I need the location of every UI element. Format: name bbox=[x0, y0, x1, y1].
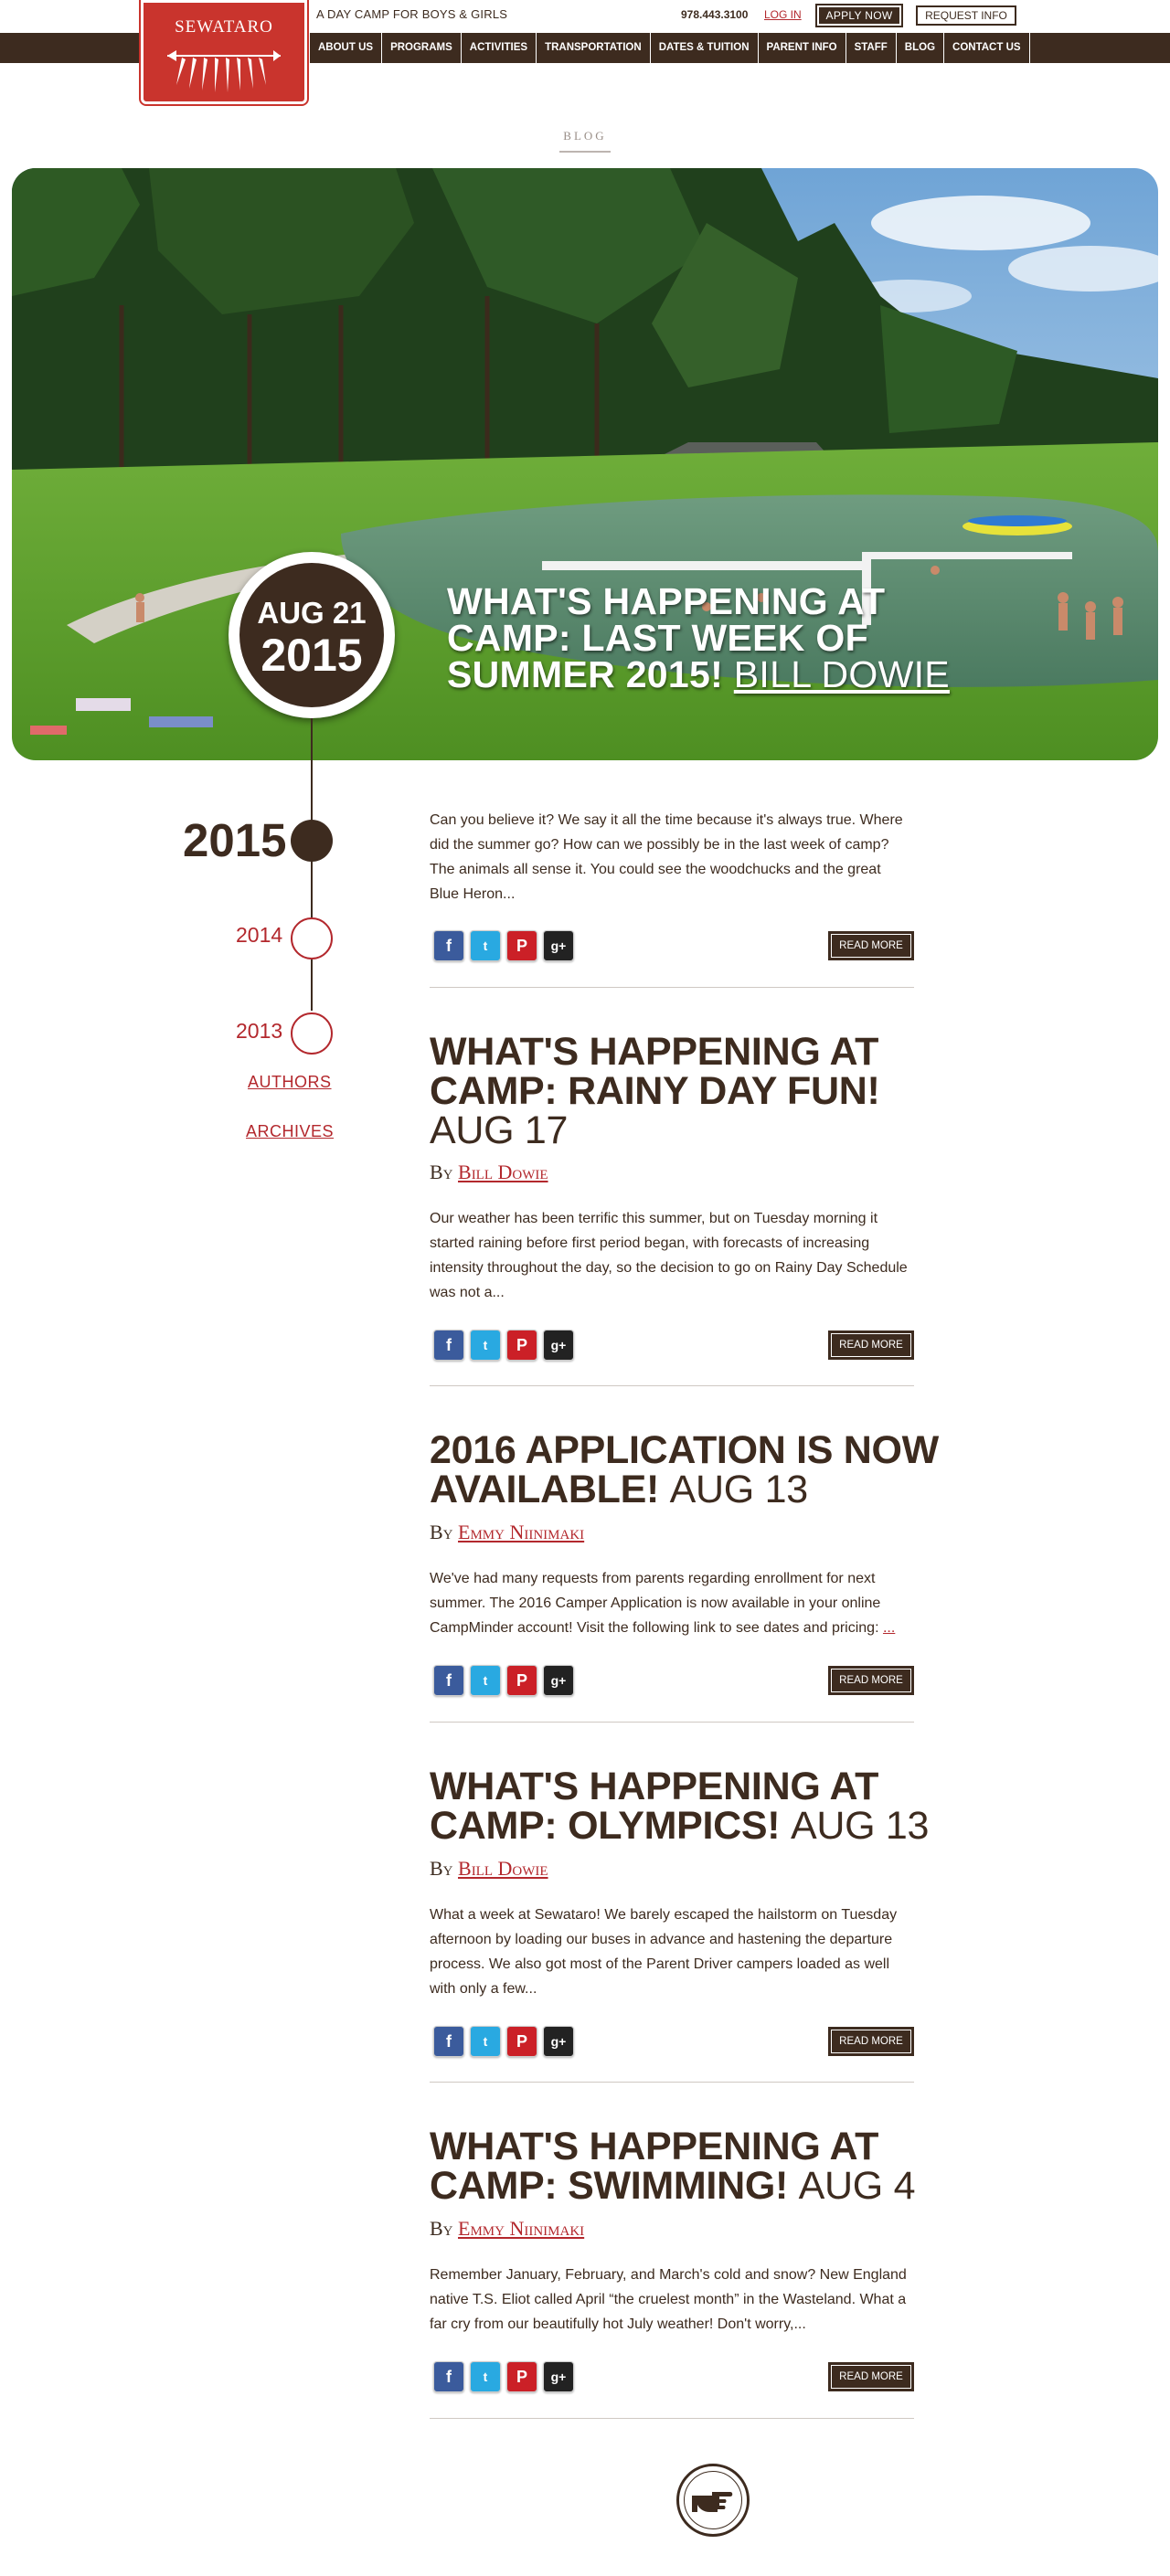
post-title-text[interactable]: WHAT'S HAPPENING AT CAMP: RAINY DAY FUN! bbox=[430, 1030, 880, 1113]
post-date: AUG 13 bbox=[790, 1804, 930, 1848]
post-title-text[interactable]: 2016 APPLICATION IS NOW AVAILABLE! bbox=[430, 1428, 939, 1511]
timeline-dot-2014[interactable] bbox=[291, 917, 333, 959]
logo-text: SEWATARO bbox=[175, 17, 273, 37]
post-excerpt-text: What a week at Sewataro! We barely escaped the hailstorm on Tuesday afternoon by loading our buses in advance and hastening the departure process. We also got most of the Parent Driver campers loaded as well with only a few... bbox=[430, 1907, 898, 1997]
featured-month-day: AUG 21 bbox=[257, 596, 367, 630]
byline-prefix: By bbox=[430, 2217, 453, 2240]
post-date: AUG 13 bbox=[669, 1468, 808, 1511]
next-page-button[interactable] bbox=[676, 2464, 750, 2537]
google-plus-icon[interactable]: g+ bbox=[543, 1330, 574, 1361]
nav-about-us[interactable]: ABOUT US bbox=[309, 33, 381, 63]
site-logo[interactable] bbox=[141, 0, 307, 104]
timeline-line bbox=[311, 718, 313, 821]
post-title-text[interactable]: WHAT'S HAPPENING AT CAMP: SWIMMING! bbox=[430, 2125, 879, 2208]
pinterest-icon[interactable]: P bbox=[506, 2361, 537, 2392]
twitter-icon[interactable]: t bbox=[470, 2361, 501, 2392]
pinterest-icon[interactable]: P bbox=[506, 1330, 537, 1361]
post-divider bbox=[430, 2418, 914, 2419]
byline-prefix: By bbox=[430, 1521, 453, 1543]
timeline-line bbox=[311, 861, 313, 917]
post-excerpt-text: Remember January, February, and March's cold and snow? New England native T.S. Eliot called April “the cruelest month” in the Wasteland. What a far cry from our beautifully hot July weather! Don't worry,... bbox=[430, 2267, 907, 2332]
apply-now-button[interactable]: APPLY NOW bbox=[817, 5, 901, 26]
featured-post-hero[interactable] bbox=[12, 168, 1158, 760]
post-excerpt bbox=[430, 1566, 914, 1640]
post-excerpt bbox=[430, 1206, 914, 1305]
post-excerpt bbox=[430, 2263, 914, 2337]
post-excerpt bbox=[430, 1903, 914, 2001]
post-date: AUG 17 bbox=[430, 1108, 569, 1152]
post-byline bbox=[430, 1857, 548, 1881]
featured-excerpt-text: Can you believe it? We say it all the time because it's always true. Where did the summer go? How can we possibly be in the last week of camp? The animals all sense it. You could see the woodchucks and the great Blue Heron... bbox=[430, 812, 903, 902]
nav-contact-us[interactable]: CONTACT US bbox=[943, 33, 1030, 63]
twitter-icon[interactable]: t bbox=[470, 930, 501, 961]
nav-staff[interactable]: STAFF bbox=[846, 33, 896, 63]
share-bar bbox=[433, 1330, 574, 1361]
section-label bbox=[0, 128, 1170, 153]
facebook-icon[interactable]: f bbox=[433, 930, 464, 961]
read-more-button[interactable]: READ MORE bbox=[828, 2362, 914, 2391]
read-more-button[interactable]: READ MORE bbox=[828, 2027, 914, 2056]
read-more-button[interactable]: READ MORE bbox=[828, 1330, 914, 1360]
timeline-dot-2013[interactable] bbox=[291, 1012, 333, 1055]
more-link[interactable]: ... bbox=[882, 1620, 896, 1636]
timeline-dot-active[interactable] bbox=[291, 820, 333, 862]
timeline-year-2013[interactable]: 2013 bbox=[236, 1019, 283, 1043]
author-link[interactable]: Emmy Niinimaki bbox=[458, 2217, 585, 2240]
read-more-button[interactable]: READ MORE bbox=[828, 931, 914, 960]
pointing-hand-icon bbox=[685, 2472, 743, 2530]
login-link[interactable]: LOG IN bbox=[764, 8, 802, 21]
feathers-logo-icon bbox=[164, 39, 284, 92]
featured-title[interactable] bbox=[447, 580, 959, 695]
facebook-icon[interactable]: f bbox=[433, 1665, 464, 1696]
post-title[interactable] bbox=[430, 1767, 941, 1846]
read-more-button[interactable]: READ MORE bbox=[828, 1666, 914, 1695]
timeline-year-active[interactable]: 2015 bbox=[183, 814, 287, 866]
featured-year: 2015 bbox=[261, 630, 363, 681]
share-bar bbox=[433, 1665, 574, 1696]
byline-prefix: By bbox=[430, 1857, 453, 1880]
twitter-icon[interactable]: t bbox=[470, 2026, 501, 2057]
post-date: AUG 4 bbox=[798, 2164, 916, 2208]
tagline: A DAY CAMP FOR BOYS & GIRLS bbox=[316, 7, 508, 21]
post-byline bbox=[430, 2217, 584, 2241]
post-title-text[interactable]: WHAT'S HAPPENING AT CAMP: OLYMPICS! bbox=[430, 1765, 879, 1848]
share-bar bbox=[433, 2026, 574, 2057]
featured-title-text[interactable]: WHAT'S HAPPENING AT CAMP: LAST WEEK OF SUMMER 2015! bbox=[447, 580, 886, 695]
facebook-icon[interactable]: f bbox=[433, 2026, 464, 2057]
authors-link[interactable]: AUTHORS bbox=[248, 1073, 332, 1091]
google-plus-icon[interactable]: g+ bbox=[543, 1665, 574, 1696]
author-link[interactable]: Emmy Niinimaki bbox=[458, 1521, 585, 1543]
author-link[interactable]: Bill Dowie bbox=[458, 1857, 548, 1880]
share-bar bbox=[433, 2361, 574, 2392]
post-byline bbox=[430, 1161, 548, 1184]
pinterest-icon[interactable]: P bbox=[506, 930, 537, 961]
google-plus-icon[interactable]: g+ bbox=[543, 2361, 574, 2392]
post-divider bbox=[430, 987, 914, 988]
archives-link[interactable]: ARCHIVES bbox=[246, 1122, 335, 1140]
nav-dates-tuition[interactable]: DATES & TUITION bbox=[650, 33, 758, 63]
featured-date-badge bbox=[229, 552, 395, 718]
nav-activities[interactable]: ACTIVITIES bbox=[461, 33, 536, 63]
post-divider bbox=[430, 2082, 914, 2083]
nav-blog[interactable]: BLOG bbox=[896, 33, 943, 63]
twitter-icon[interactable]: t bbox=[470, 1665, 501, 1696]
post-byline bbox=[430, 1521, 584, 1544]
post-divider bbox=[430, 1722, 914, 1723]
facebook-icon[interactable]: f bbox=[433, 1330, 464, 1361]
featured-author-link[interactable]: BILL DOWIE bbox=[733, 653, 950, 695]
nav-programs[interactable]: PROGRAMS bbox=[381, 33, 461, 63]
byline-prefix: By bbox=[430, 1161, 453, 1183]
pinterest-icon[interactable]: P bbox=[506, 1665, 537, 1696]
google-plus-icon[interactable]: g+ bbox=[543, 2026, 574, 2057]
google-plus-icon[interactable]: g+ bbox=[543, 930, 574, 961]
section-label-text: BLOG bbox=[559, 129, 610, 153]
share-bar bbox=[433, 930, 574, 961]
post-excerpt-text: Our weather has been terrific this summer, but on Tuesday morning it started raining before first period began, with forecasts of increasing intensity throughout the day, so the decision to go on Rainy Day Schedule was not a... bbox=[430, 1211, 908, 1300]
featured-excerpt bbox=[430, 808, 914, 906]
post-title[interactable] bbox=[430, 1030, 941, 1152]
nav-parent-info[interactable]: PARENT INFO bbox=[758, 33, 846, 63]
twitter-icon[interactable]: t bbox=[470, 1330, 501, 1361]
nav-transportation[interactable]: TRANSPORTATION bbox=[536, 33, 650, 63]
timeline-year-2014[interactable]: 2014 bbox=[236, 923, 283, 947]
request-info-button[interactable]: REQUEST INFO bbox=[916, 5, 1016, 26]
post-excerpt-text: We've had many requests from parents regarding enrollment for next summer. The 2016 Camper Application is now available in your online CampMinder account! Visit the following link to see dates and pricing: bbox=[430, 1571, 881, 1636]
author-link[interactable]: Bill Dowie bbox=[458, 1161, 548, 1183]
post-divider bbox=[430, 1385, 914, 1386]
phone-number[interactable]: 978.443.3100 bbox=[681, 8, 749, 21]
post-title[interactable] bbox=[430, 2127, 941, 2206]
post-title[interactable] bbox=[430, 1428, 941, 1511]
facebook-icon[interactable]: f bbox=[433, 2361, 464, 2392]
pinterest-icon[interactable]: P bbox=[506, 2026, 537, 2057]
timeline-line bbox=[311, 959, 313, 1011]
